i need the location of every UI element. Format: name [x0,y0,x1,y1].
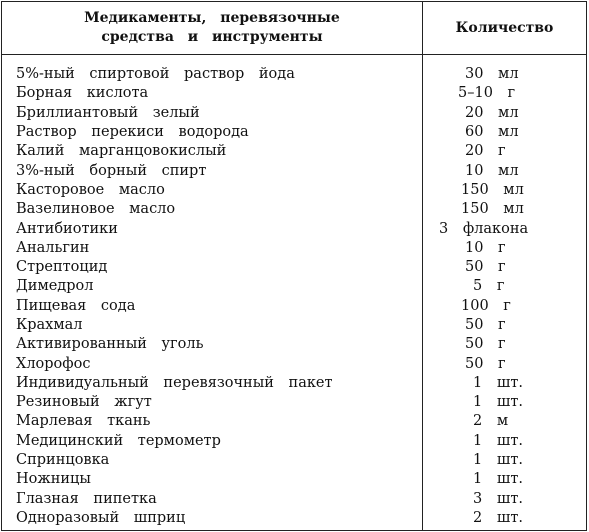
table-row [2,65,587,84]
item-name: Активированный уголь [2,335,423,354]
item-quantity: 50 г [423,316,587,335]
table-row [2,161,587,180]
table-row [2,509,587,528]
item-quantity: 50 г [423,258,587,277]
item-name: Спринцовка [2,451,423,470]
spacer-row [2,55,587,66]
item-name: 5%-ный спиртовой раствор йода [2,65,423,84]
table-row [2,239,587,258]
item-quantity: 1 шт. [423,432,587,451]
item-name: Ножницы [2,470,423,489]
item-quantity: 10 г [423,239,587,258]
item-quantity: 20 мл [423,104,587,123]
item-quantity: 50 г [423,335,587,354]
item-quantity: 50 г [423,354,587,373]
item-name: Крахмал [2,316,423,335]
item-name: 3%-ный борный спирт [2,161,423,180]
table-row [2,451,587,470]
item-name: Пищевая сода [2,297,423,316]
item-quantity: 60 мл [423,123,587,142]
table-row [2,374,587,393]
table-row [2,258,587,277]
table-row [2,316,587,335]
item-name: Одноразовый шприц [2,509,423,528]
item-quantity: 1 шт. [423,374,587,393]
item-quantity: 2 шт. [423,509,587,528]
table-row [2,470,587,489]
header-name-cell [2,2,423,55]
item-name: Индивидуальный перевязочный пакет [2,374,423,393]
item-quantity: 30 мл [423,65,587,84]
item-name: Вазелиновое масло [2,200,423,219]
item-name: Резиновый жгут [2,393,423,412]
item-name: Борная кислота [2,84,423,103]
item-name: Калий марганцовокислый [2,142,423,161]
header-name-line-2: средства и инструменты [101,29,323,45]
header-name-line-1: Медикаменты, перевязочные [84,10,340,26]
item-name: Антибиотики [2,219,423,238]
table-row [2,354,587,373]
item-name: Касторовое масло [2,181,423,200]
item-quantity: 20 г [423,142,587,161]
table-row [2,142,587,161]
item-name: Медицинский термометр [2,432,423,451]
item-quantity: 3 шт. [423,490,587,509]
item-name: Бриллиантовый зелый [2,104,423,123]
item-quantity: 2 м [423,412,587,431]
item-name: Димедрол [2,277,423,296]
table-row [2,432,587,451]
table-row [2,393,587,412]
item-quantity: 150 мл [423,181,587,200]
table-row [2,104,587,123]
header-quantity-cell: Количество [423,2,587,55]
item-quantity: 10 мл [423,161,587,180]
item-name: Марлевая ткань [2,412,423,431]
table-row [2,123,587,142]
table-row [2,181,587,200]
table-row [2,490,587,509]
table-row [2,200,587,219]
table-row [2,277,587,296]
item-quantity: 3 флакона [423,219,587,238]
table-header [2,2,587,55]
spacer-cell [423,528,587,531]
spacer-cell [2,528,423,531]
item-quantity: 150 мл [423,200,587,219]
spacer-row [2,528,587,531]
header-row [2,2,587,55]
table-row [2,84,587,103]
item-quantity: 1 шт. [423,393,587,412]
item-quantity: 1 шт. [423,470,587,489]
item-quantity: 100 г [423,297,587,316]
supply-table [1,1,587,531]
spacer-cell [423,55,587,66]
item-name: Раствор перекиси водорода [2,123,423,142]
table-body [2,55,587,531]
item-name: Стрептоцид [2,258,423,277]
table-row [2,335,587,354]
table-row [2,219,587,238]
table-row [2,412,587,431]
item-quantity: 1 шт. [423,451,587,470]
item-name: Анальгин [2,239,423,258]
item-name: Хлорофос [2,354,423,373]
table-row [2,297,587,316]
item-quantity: 5 г [423,277,587,296]
item-name: Глазная пипетка [2,490,423,509]
spacer-cell [2,55,423,66]
item-quantity: 5–10 г [423,84,587,103]
